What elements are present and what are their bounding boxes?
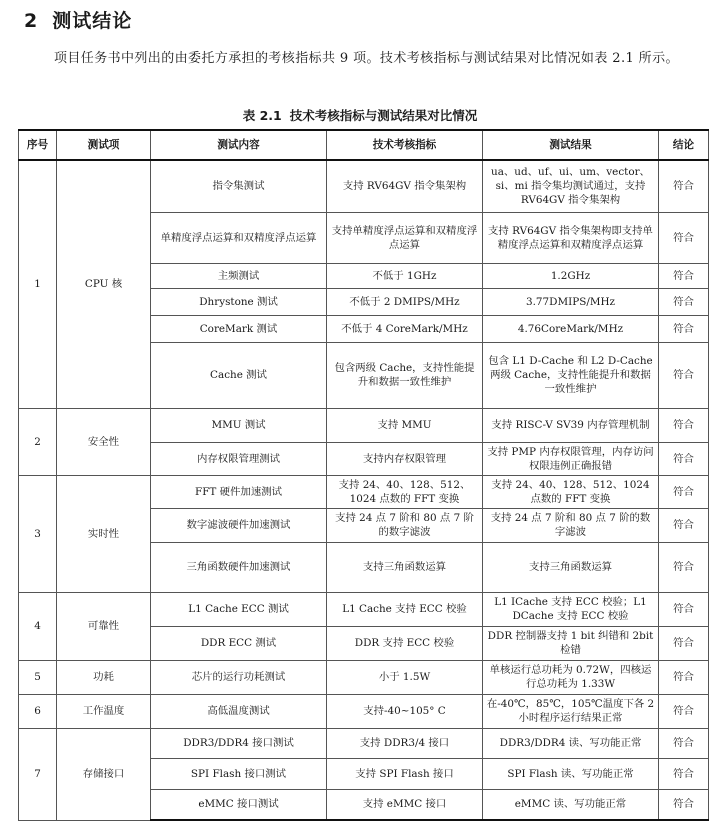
test-item-cell: 安全性 xyxy=(57,408,151,475)
result-cell: 3.77DMIPS/MHz xyxy=(483,288,659,315)
test-content-cell: 三角函数硬件加速测试 xyxy=(151,542,327,592)
test-content-cell: 数字滤波硬件加速测试 xyxy=(151,508,327,542)
result-cell: 支持 24 点 7 阶和 80 点 7 阶的数字滤波 xyxy=(483,508,659,542)
conclusion-cell: 符合 xyxy=(659,288,709,315)
test-content-cell: L1 Cache ECC 测试 xyxy=(151,592,327,626)
conclusion-cell: 符合 xyxy=(659,442,709,475)
test-item-cell: 实时性 xyxy=(57,475,151,592)
spec-cell: 包含两级 Cache，支持性能提升和数据一致性维护 xyxy=(327,342,483,408)
spec-cell: L1 Cache 支持 ECC 校验 xyxy=(327,592,483,626)
conclusion-cell: 符合 xyxy=(659,758,709,789)
conclusion-cell: 符合 xyxy=(659,592,709,626)
spec-cell: 小于 1.5W xyxy=(327,660,483,694)
row-number-cell: 7 xyxy=(19,728,57,820)
result-cell: DDR3/DDR4 读、写功能正常 xyxy=(483,728,659,758)
result-cell: ua、ud、uf、ui、um、vector、si、mi 指令集均测试通过，支持 RV64GV 指令集架构 xyxy=(483,160,659,212)
row-number-cell: 3 xyxy=(19,475,57,592)
spec-cell: 支持 24、40、128、512、1024 点数的 FFT 变换 xyxy=(327,475,483,508)
test-item-cell: CPU 核 xyxy=(57,160,151,408)
test-content-cell: DDR ECC 测试 xyxy=(151,626,327,660)
header-cell-conclusion: 结论 xyxy=(659,130,709,160)
conclusion-cell: 符合 xyxy=(659,728,709,758)
test-content-cell: 单精度浮点运算和双精度浮点运算 xyxy=(151,212,327,263)
spec-cell: 支持 eMMC 接口 xyxy=(327,789,483,820)
result-cell: 支持 RISC-V SV39 内存管理机制 xyxy=(483,408,659,442)
header-cell-result: 测试结果 xyxy=(483,130,659,160)
test-content-cell: DDR3/DDR4 接口测试 xyxy=(151,728,327,758)
test-content-cell: 主频测试 xyxy=(151,263,327,288)
conclusion-cell: 符合 xyxy=(659,789,709,820)
result-cell: 4.76CoreMark/MHz xyxy=(483,315,659,342)
header-cell-no: 序号 xyxy=(19,130,57,160)
test-content-cell: CoreMark 测试 xyxy=(151,315,327,342)
row-number-cell: 4 xyxy=(19,592,57,660)
spec-cell: 支持 RV64GV 指令集架构 xyxy=(327,160,483,212)
spec-cell: 支持三角函数运算 xyxy=(327,542,483,592)
table-row xyxy=(19,728,709,758)
spec-comparison-table xyxy=(18,129,709,821)
test-content-cell: 芯片的运行功耗测试 xyxy=(151,660,327,694)
result-cell: 1.2GHz xyxy=(483,263,659,288)
result-cell: 单核运行总功耗为 0.72W，四核运行总功耗为 1.33W xyxy=(483,660,659,694)
table-caption-title: 技术考核指标与测试结果对比情况 xyxy=(289,108,478,123)
conclusion-cell: 符合 xyxy=(659,212,709,263)
spec-cell: 不低于 2 DMIPS/MHz xyxy=(327,288,483,315)
result-cell: DDR 控制器支持 1 bit 纠错和 2bit 检错 xyxy=(483,626,659,660)
spec-cell: 支持 24 点 7 阶和 80 点 7 阶的数字滤波 xyxy=(327,508,483,542)
conclusion-cell: 符合 xyxy=(659,263,709,288)
conclusion-cell: 符合 xyxy=(659,342,709,408)
spec-cell: 支持 MMU xyxy=(327,408,483,442)
table-header-row xyxy=(19,130,709,160)
header-cell-item: 测试项 xyxy=(57,130,151,160)
test-content-cell: SPI Flash 接口测试 xyxy=(151,758,327,789)
table-caption xyxy=(0,106,720,124)
spec-cell: 不低于 4 CoreMark/MHz xyxy=(327,315,483,342)
test-content-cell: FFT 硬件加速测试 xyxy=(151,475,327,508)
test-item-cell: 工作温度 xyxy=(57,694,151,728)
test-content-cell: 高低温度测试 xyxy=(151,694,327,728)
table-caption-label: 表 2.1 xyxy=(242,108,282,123)
table-row xyxy=(19,408,709,442)
test-content-cell: 指令集测试 xyxy=(151,160,327,212)
spec-cell: DDR 支持 ECC 校验 xyxy=(327,626,483,660)
row-number-cell: 6 xyxy=(19,694,57,728)
header-cell-content: 测试内容 xyxy=(151,130,327,160)
conclusion-cell: 符合 xyxy=(659,542,709,592)
test-content-cell: MMU 测试 xyxy=(151,408,327,442)
test-content-cell: 内存权限管理测试 xyxy=(151,442,327,475)
result-cell: eMMC 读、写功能正常 xyxy=(483,789,659,820)
conclusion-cell: 符合 xyxy=(659,694,709,728)
spec-cell: 支持内存权限管理 xyxy=(327,442,483,475)
result-cell: 包含 L1 D-Cache 和 L2 D-Cache 两级 Cache，支持性能提升和数据一致性维护 xyxy=(483,342,659,408)
test-content-cell: Dhrystone 测试 xyxy=(151,288,327,315)
table-row xyxy=(19,660,709,694)
conclusion-cell: 符合 xyxy=(659,475,709,508)
result-cell: 支持 24、40、128、512、1024 点数的 FFT 变换 xyxy=(483,475,659,508)
conclusion-cell: 符合 xyxy=(659,660,709,694)
header-cell-spec: 技术考核指标 xyxy=(327,130,483,160)
table-row xyxy=(19,475,709,508)
result-cell: 支持 RV64GV 指令集架构即支持单精度浮点运算和双精度浮点运算 xyxy=(483,212,659,263)
section-heading xyxy=(24,6,132,33)
result-cell: 在-40℃，85℃，105℃温度下各 2 小时程序运行结果正常 xyxy=(483,694,659,728)
conclusion-cell: 符合 xyxy=(659,408,709,442)
result-cell: 支持 PMP 内存权限管理，内存访问权限违例正确报错 xyxy=(483,442,659,475)
conclusion-cell: 符合 xyxy=(659,315,709,342)
test-item-cell: 功耗 xyxy=(57,660,151,694)
spec-cell: 支持-40~105° C xyxy=(327,694,483,728)
test-content-cell: eMMC 接口测试 xyxy=(151,789,327,820)
spec-cell: 支持单精度浮点运算和双精度浮点运算 xyxy=(327,212,483,263)
result-cell: 支持三角函数运算 xyxy=(483,542,659,592)
spec-cell: 不低于 1GHz xyxy=(327,263,483,288)
row-number-cell: 1 xyxy=(19,160,57,408)
spec-cell: 支持 SPI Flash 接口 xyxy=(327,758,483,789)
test-content-cell: Cache 测试 xyxy=(151,342,327,408)
result-cell: SPI Flash 读、写功能正常 xyxy=(483,758,659,789)
conclusion-cell: 符合 xyxy=(659,160,709,212)
result-cell: L1 ICache 支持 ECC 校验；L1 DCache 支持 ECC 校验 xyxy=(483,592,659,626)
table-row xyxy=(19,694,709,728)
table-row xyxy=(19,592,709,626)
row-number-cell: 5 xyxy=(19,660,57,694)
table-row xyxy=(19,160,709,212)
test-item-cell: 可靠性 xyxy=(57,592,151,660)
test-item-cell: 存储接口 xyxy=(57,728,151,820)
intro-paragraph: 项目任务书中列出的由委托方承担的考核指标共 9 项。技术考核指标与测试结果对比情况如表 2.1 所示。 xyxy=(54,51,679,66)
conclusion-cell: 符合 xyxy=(659,508,709,542)
conclusion-cell: 符合 xyxy=(659,626,709,660)
section-title: 测试结论 xyxy=(52,10,133,32)
section-number: 2 xyxy=(24,10,39,32)
spec-cell: 支持 DDR3/4 接口 xyxy=(327,728,483,758)
row-number-cell: 2 xyxy=(19,408,57,475)
